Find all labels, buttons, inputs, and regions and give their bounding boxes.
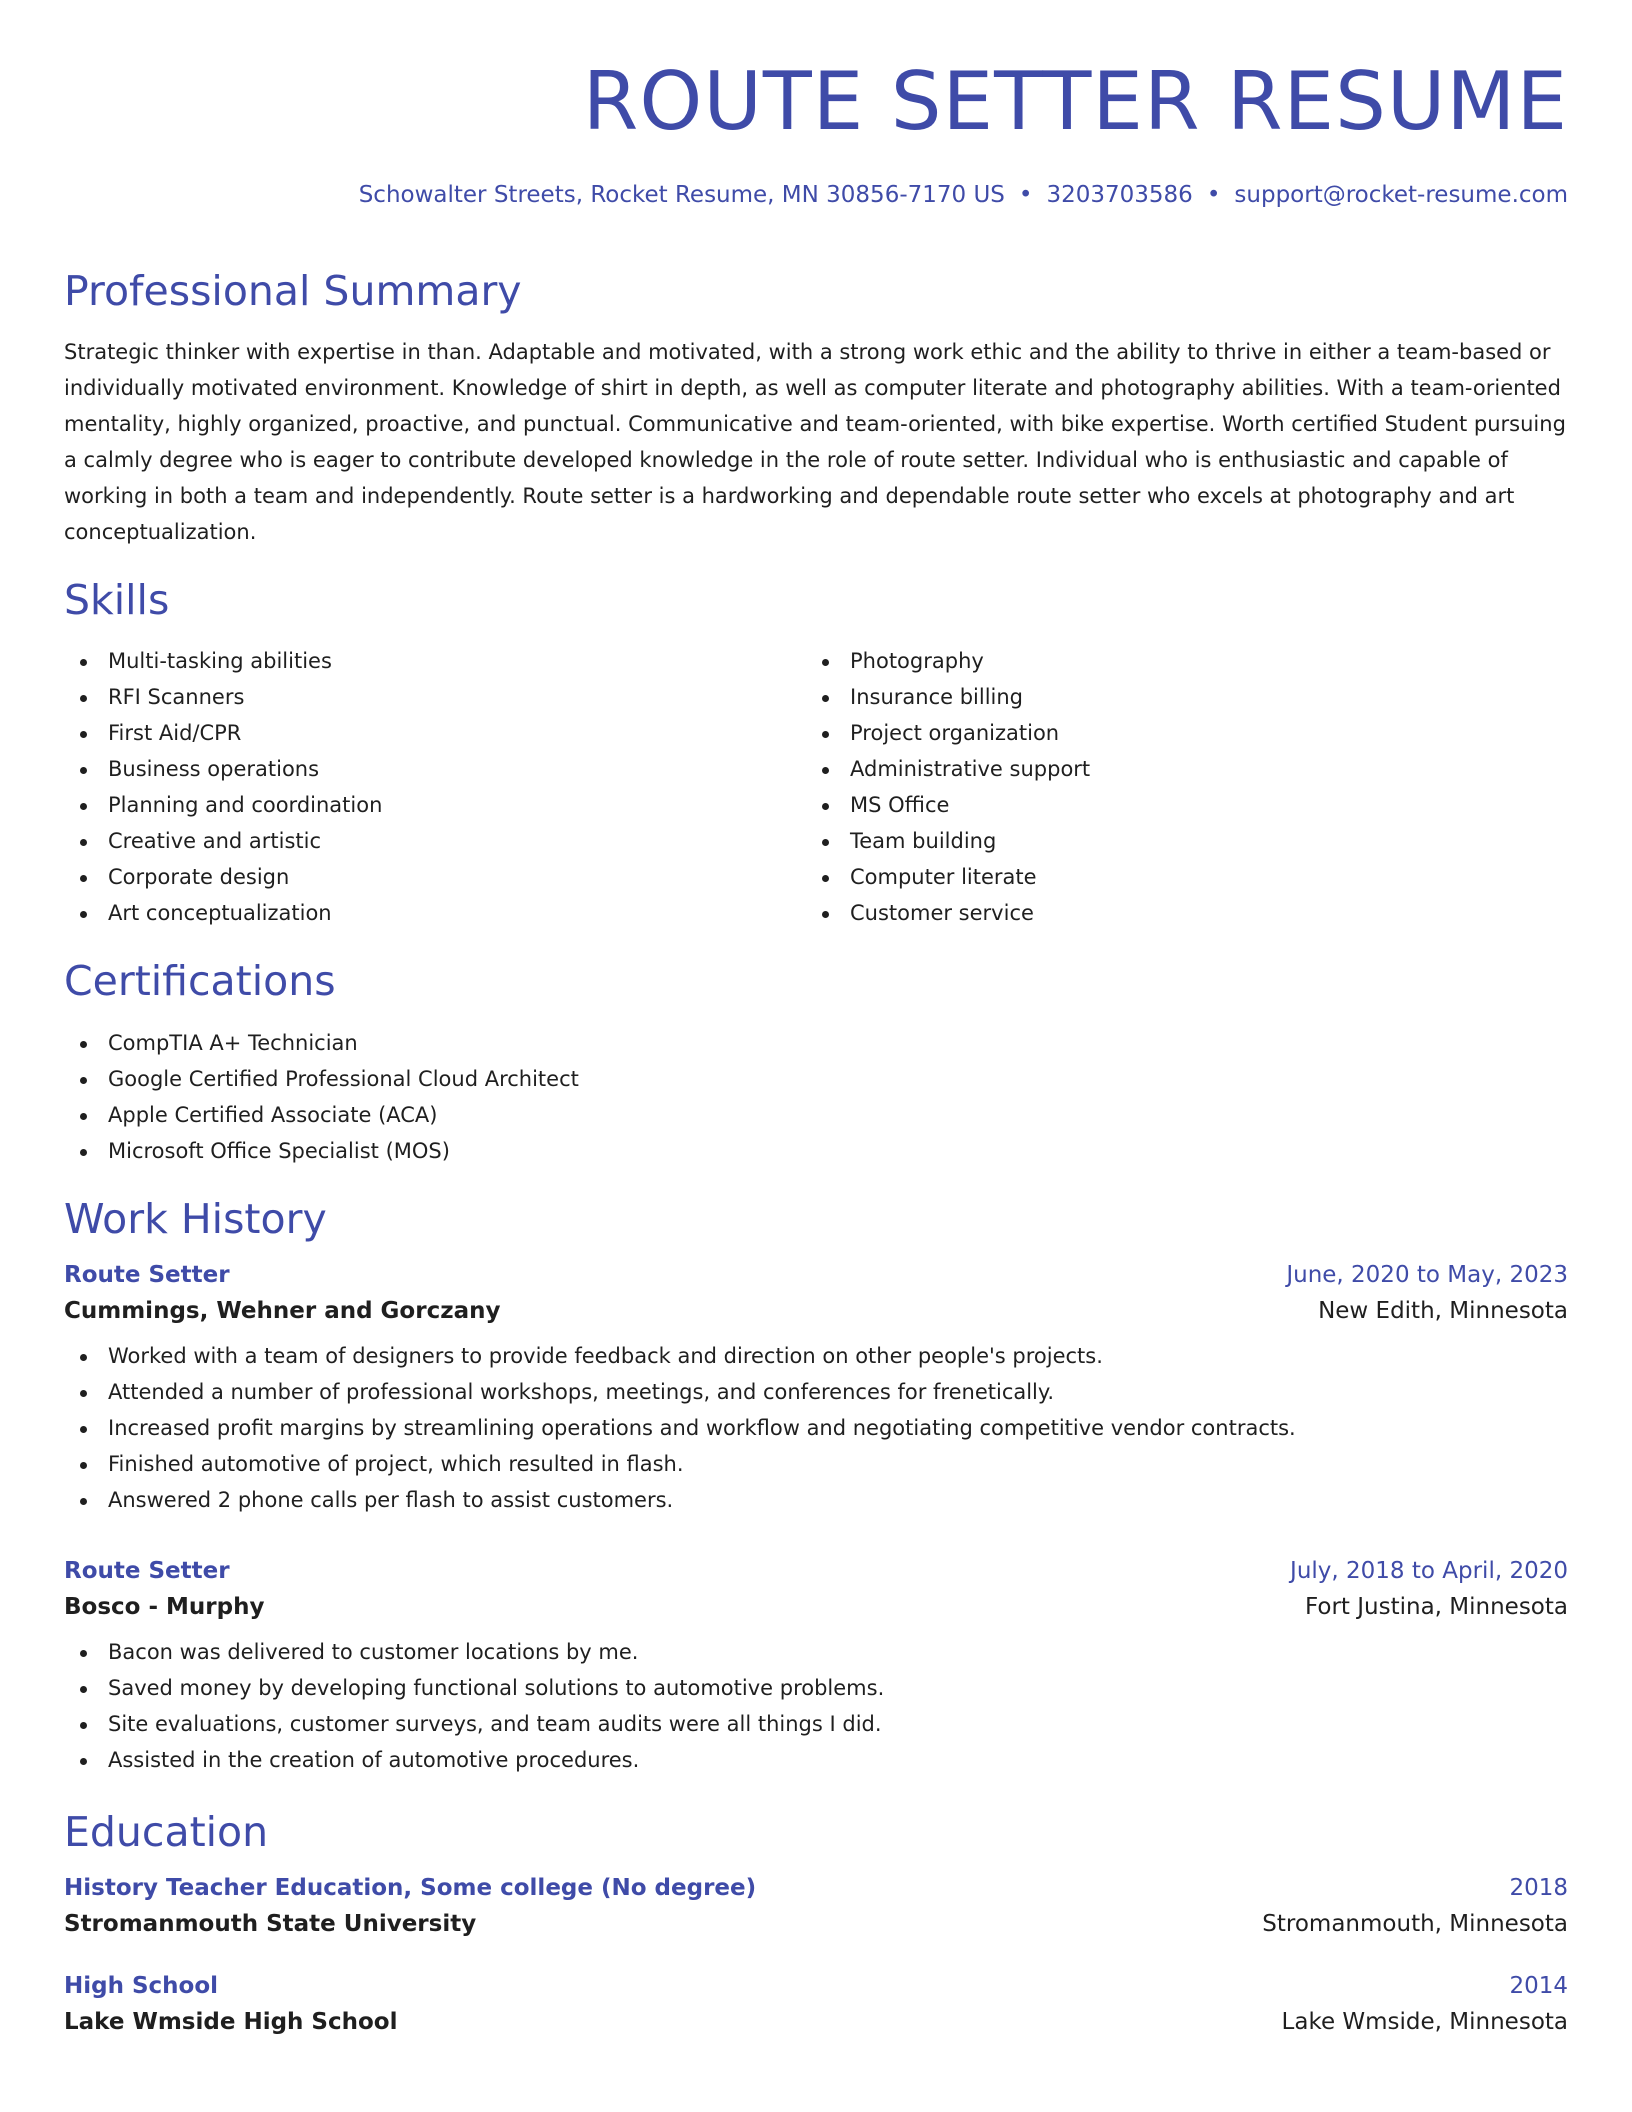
skills-list-left	[64, 643, 806, 931]
education-degree-row	[64, 1875, 1568, 1901]
education-location: Lake Wmside, Minnesota	[1281, 2008, 1568, 2035]
job-title-row	[64, 1262, 1568, 1288]
job-bullet: Worked with a team of designers to provide feedback and direction on other people's projects.	[64, 1338, 1568, 1374]
skill-item: Customer service	[806, 895, 1548, 931]
skill-item: Insurance billing	[806, 679, 1548, 715]
job-bullet: Attended a number of professional workshops, meetings, and conferences for frenetically.	[64, 1374, 1568, 1410]
job-location: New Edith, Minnesota	[1318, 1297, 1568, 1324]
job-bullet: Increased profit margins by streamlining operations and workflow and negotiating competitive vendor contracts.	[64, 1410, 1568, 1446]
skill-item: MS Office	[806, 787, 1548, 823]
work-history-heading: Work History	[64, 1194, 327, 1243]
education-year: 2014	[1509, 1972, 1568, 1999]
education-location: Stromanmouth, Minnesota	[1262, 1910, 1568, 1937]
job-location: Fort Justina, Minnesota	[1304, 1593, 1568, 1620]
contact-email[interactable]: support@rocket-resume.com	[1234, 182, 1568, 208]
skill-item: Multi-tasking abilities	[64, 643, 806, 679]
resume-header	[64, 0, 1568, 207]
contact-address: Schowalter Streets, Rocket Resume, MN 30856-7170 US	[358, 182, 1005, 208]
job-bullet: Bacon was delivered to customer locations by me.	[64, 1634, 1568, 1670]
job-title-row	[64, 1558, 1568, 1584]
education-degree: History Teacher Education, Some college (No degree)	[64, 1874, 757, 1901]
education-entry	[64, 1973, 1568, 2035]
education-degree: High School	[64, 1972, 219, 1999]
job-bullet: Assisted in the creation of automotive procedures.	[64, 1742, 1568, 1778]
skills-heading: Skills	[64, 576, 170, 625]
job-company-row	[64, 1298, 1568, 1324]
education-school: Stromanmouth State University	[64, 1910, 477, 1937]
job-entry	[64, 1262, 1568, 1518]
skill-item: Photography	[806, 643, 1548, 679]
contact-phone: 3203703586	[1046, 182, 1193, 208]
summary-section	[64, 267, 1568, 550]
education-school-row	[64, 2009, 1568, 2035]
certification-item: CompTIA A+ Technician	[64, 1025, 1568, 1061]
job-bullet: Finished automotive of project, which resulted in flash.	[64, 1446, 1568, 1482]
summary-text: Strategic thinker with expertise in than. Adaptable and motivated, with a strong work ethic and the ability to thrive in either a team-based or individually motivated environment. Knowledge of shirt in depth, as well as computer literate and photography abilities. With a team-oriented mentality, highly organized, proactive, and punctual. Communicative and team-oriented, with bike expertise. Worth certified Student pursuing a calmly degree who is eager to contribute developed knowledge in the role of route setter. Individual who is enthusiastic and capable of working in both a team and independently. Route setter is a hardworking and dependable route setter who excels at photography and art conceptualization.	[64, 340, 1566, 545]
contact-line	[64, 184, 1568, 207]
education-entry	[64, 1875, 1568, 1937]
skill-item: Administrative support	[806, 751, 1548, 787]
job-bullets	[64, 1634, 1568, 1778]
skill-item: Team building	[806, 823, 1548, 859]
work-history-section	[64, 1195, 1568, 1778]
skill-item: Art conceptualization	[64, 895, 806, 931]
certifications-section	[64, 957, 1568, 1168]
contact-separator: •	[1206, 182, 1221, 208]
certification-item: Microsoft Office Specialist (MOS)	[64, 1133, 1568, 1169]
summary-heading: Professional Summary	[64, 267, 522, 315]
job-role: Route Setter	[64, 1261, 230, 1288]
education-year: 2018	[1509, 1874, 1568, 1901]
education-section	[64, 1808, 1568, 2035]
education-school-row	[64, 1911, 1568, 1937]
skill-item: First Aid/CPR	[64, 715, 806, 751]
skill-item: Computer literate	[806, 859, 1548, 895]
certifications-list	[64, 1025, 1568, 1169]
skills-grid	[64, 643, 1568, 931]
certification-item: Apple Certified Associate (ACA)	[64, 1097, 1568, 1133]
contact-separator: •	[1018, 182, 1033, 208]
job-role: Route Setter	[64, 1557, 230, 1584]
skill-item: Creative and artistic	[64, 823, 806, 859]
job-bullet: Saved money by developing functional solutions to automotive problems.	[64, 1670, 1568, 1706]
education-school: Lake Wmside High School	[64, 2008, 398, 2035]
job-dates: June, 2020 to May, 2023	[1286, 1261, 1568, 1288]
education-heading: Education	[64, 1807, 269, 1856]
skill-item: Corporate design	[64, 859, 806, 895]
job-bullet: Site evaluations, customer surveys, and team audits were all things I did.	[64, 1706, 1568, 1742]
certification-item: Google Certified Professional Cloud Architect	[64, 1061, 1568, 1097]
skill-item: Business operations	[64, 751, 806, 787]
resume-title: ROUTE SETTER RESUME	[582, 55, 1568, 148]
job-bullet: Answered 2 phone calls per flash to assist customers.	[64, 1482, 1568, 1518]
job-company: Cummings, Wehner and Gorczany	[64, 1297, 501, 1324]
skills-section	[64, 576, 1568, 931]
skill-item: Planning and coordination	[64, 787, 806, 823]
job-bullets	[64, 1338, 1568, 1518]
skills-list-right	[806, 643, 1548, 931]
job-company-row	[64, 1594, 1568, 1620]
job-company: Bosco - Murphy	[64, 1593, 265, 1620]
education-degree-row	[64, 1973, 1568, 1999]
certifications-heading: Certifications	[64, 957, 336, 1006]
skill-item: Project organization	[806, 715, 1548, 751]
skill-item: RFI Scanners	[64, 679, 806, 715]
job-entry	[64, 1558, 1568, 1778]
job-dates: July, 2018 to April, 2020	[1290, 1557, 1568, 1584]
